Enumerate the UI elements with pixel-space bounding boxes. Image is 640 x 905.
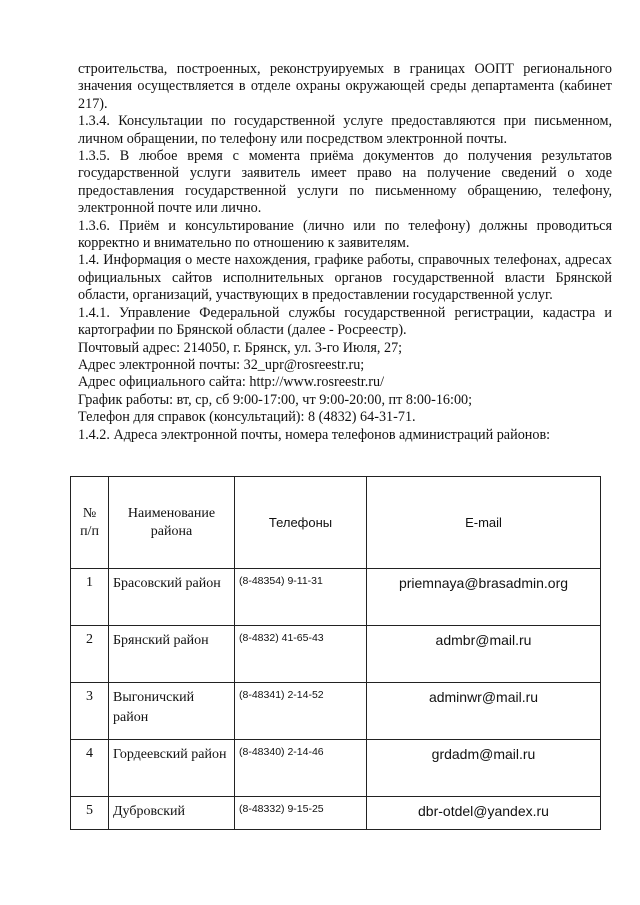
district-email: priemnaya@brasadmin.org bbox=[367, 569, 601, 626]
district-phone: (8-48340) 2-14-46 bbox=[235, 740, 367, 797]
header-email: E-mail bbox=[367, 477, 601, 569]
paragraph: 1.4.1. Управление Федеральной службы государственной регистрации, кадастра и картографии по Брянской области (далее - Росреестр). bbox=[78, 304, 612, 339]
district-name: Дубровский bbox=[109, 797, 235, 830]
postal-address: Почтовый адрес: 214050, г. Брянск, ул. 3-го Июля, 27; bbox=[78, 339, 403, 356]
paragraph: 1.3.4. Консультации по государственной услуге предоставляются при письменном, личном обращении, по телефону или посредством электронной почты. bbox=[78, 113, 612, 147]
district-email: adminwr@mail.ru bbox=[367, 683, 601, 740]
districts-table bbox=[70, 476, 601, 830]
row-number: 2 bbox=[71, 626, 109, 683]
work-schedule: График работы: вт, ср, сб 9:00-17:00, чт 9:00-20:00, пт 8:00-16:00; bbox=[78, 391, 473, 408]
table-row bbox=[71, 797, 601, 830]
district-name: Брянский район bbox=[109, 626, 235, 683]
district-name: Гордеевский район bbox=[109, 740, 235, 797]
paragraph: 1.3.6. Приём и консультирование (лично или по телефону) должны проводиться корректно и внимательно по отношению к заявителям. bbox=[78, 217, 612, 252]
district-name: Выгоничский район bbox=[109, 683, 235, 740]
website-address: Адрес официального сайта: http://www.rosreestr.ru/ bbox=[78, 374, 385, 391]
district-phone: (8-48354) 9-11-31 bbox=[235, 569, 367, 626]
district-email: dbr-otdel@yandex.ru bbox=[367, 797, 601, 830]
email-address: Адрес электронной почты: 32_upr@rosreestr.ru; bbox=[78, 356, 365, 373]
district-phone: (8-4832) 41-65-43 bbox=[235, 626, 367, 683]
district-name: Брасовский район bbox=[109, 569, 235, 626]
header-district-name: Наименование района bbox=[109, 477, 235, 569]
row-number: 3 bbox=[71, 683, 109, 740]
district-phone: (8-48341) 2-14-52 bbox=[235, 683, 367, 740]
district-email: admbr@mail.ru bbox=[367, 626, 601, 683]
district-email: grdadm@mail.ru bbox=[367, 740, 601, 797]
paragraph: 1.3.5. В любое время с момента приёма документов до получения результатов государственной услуги заявитель имеет право на получение сведений о ходе предоставления государственной услуги по письменному обращению, телефону, электронной почте или лично. bbox=[78, 148, 612, 217]
table-row bbox=[71, 626, 601, 683]
paragraph: строительства, построенных, реконструируемых в границах ООПТ регионального значения осуществляется в отделе охраны окружающей среды департамента (кабинет 217). bbox=[78, 61, 612, 112]
table-row bbox=[71, 569, 601, 626]
row-number: 1 bbox=[71, 569, 109, 626]
row-number: 4 bbox=[71, 740, 109, 797]
table-header-row bbox=[71, 477, 601, 569]
paragraph: 1.4. Информация о месте нахождения, графике работы, справочных телефонах, адресах официальных сайтов исполнительных органов государственной власти Брянской области, организаций, участвующих в предоставлении государственной услуг. bbox=[78, 252, 612, 304]
table-caption: 1.4.2. Адреса электронной почты, номера телефонов администраций районов: bbox=[78, 426, 551, 443]
table-row bbox=[71, 740, 601, 797]
header-number: № п/п bbox=[71, 477, 109, 569]
table-row bbox=[71, 683, 601, 740]
row-number: 5 bbox=[71, 797, 109, 830]
district-phone: (8-48332) 9-15-25 bbox=[235, 797, 367, 830]
header-phones: Телефоны bbox=[235, 477, 367, 569]
help-phone: Телефон для справок (консультаций): 8 (4832) 64-31-71. bbox=[78, 409, 416, 426]
document-body bbox=[78, 61, 612, 444]
